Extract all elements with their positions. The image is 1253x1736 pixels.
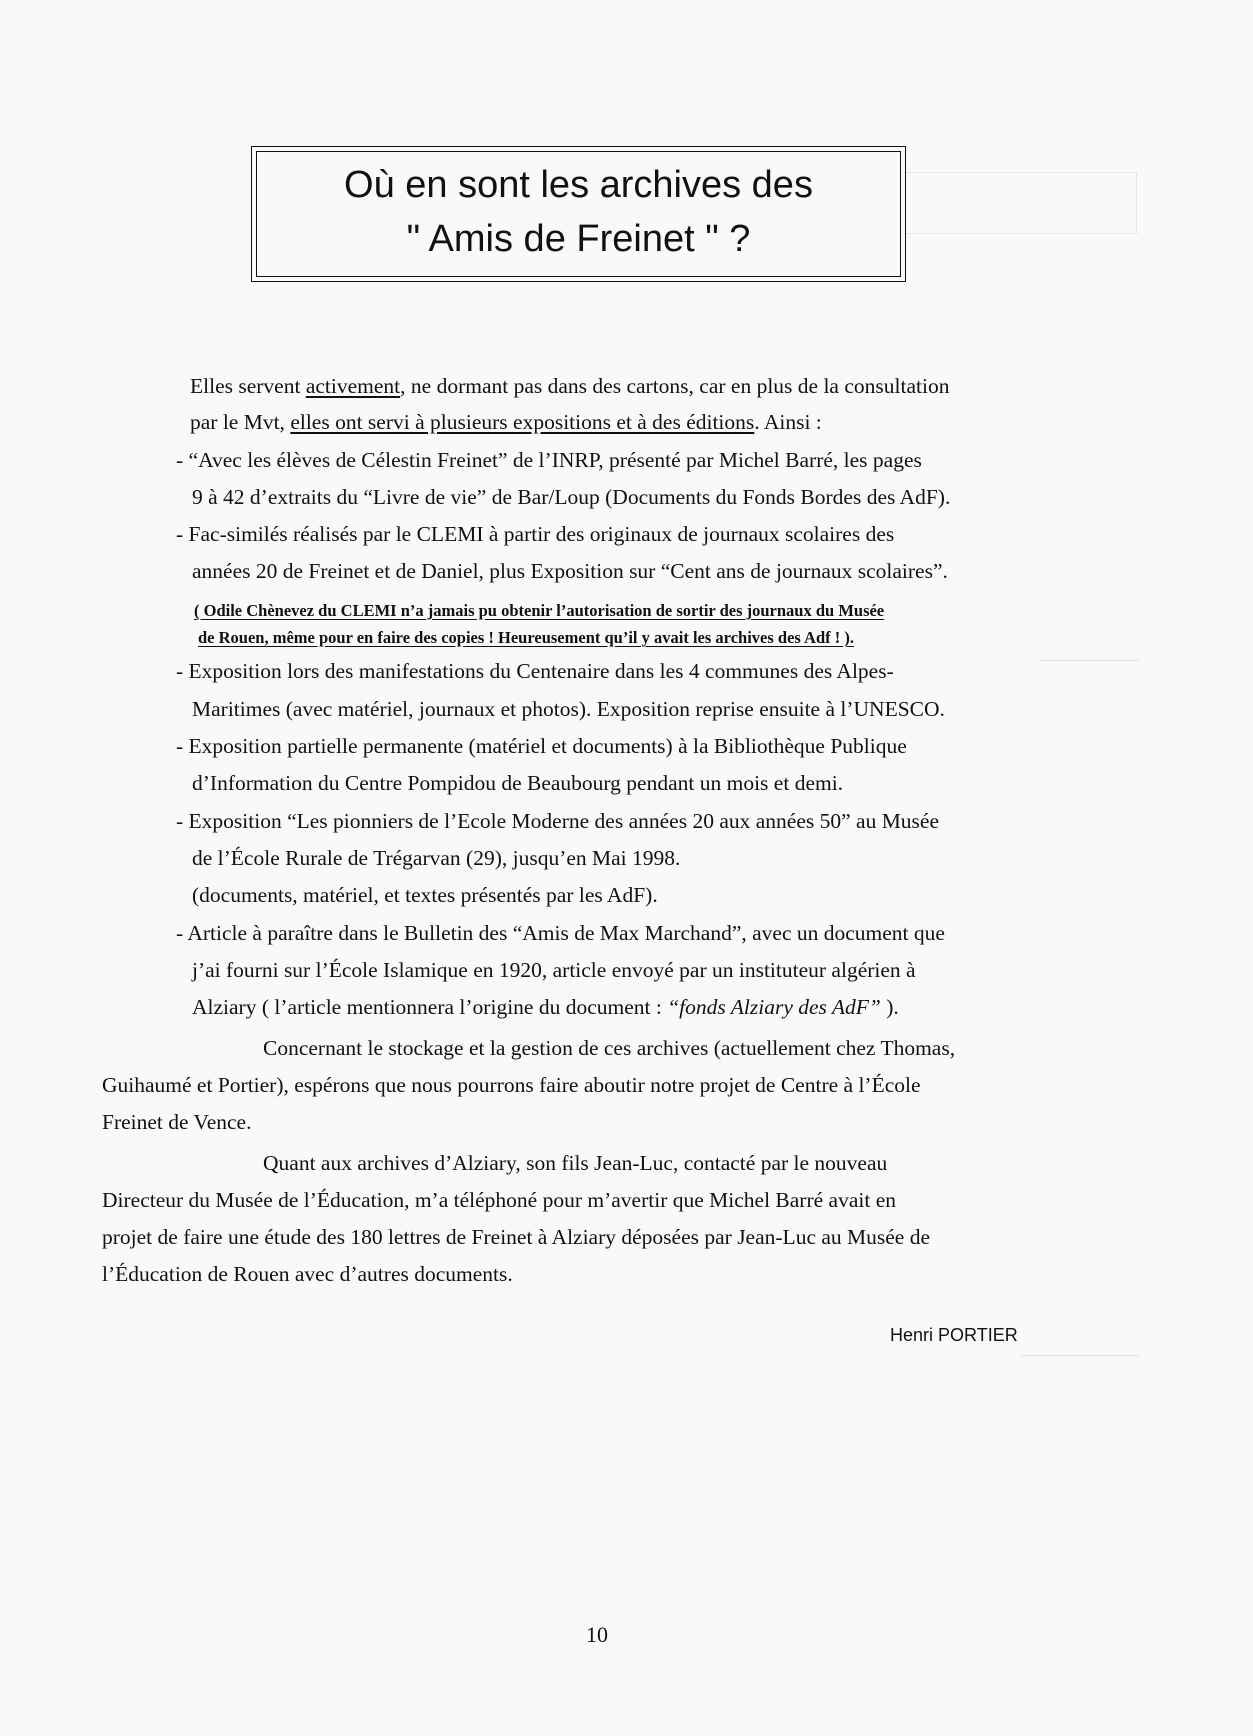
footnote-line-2: de Rouen, même pour en faire des copies ! Heureusement qu’il y avait les archives des Adf ! ). <box>198 628 854 647</box>
paragraph-2-line-1: Concernant le stockage et la gestion de ces archives (actuellement chez Thomas, <box>263 1036 956 1060</box>
text-segment: Alziary ( l’article mentionnera l’origine du document : <box>192 995 668 1019</box>
author-signature: Henri PORTIER <box>890 1325 1018 1345</box>
paragraph-1-line-2 <box>190 410 822 435</box>
list-item-5-line-1: - Exposition “Les pionniers de l’Ecole Moderne des années 20 aux années 50” au Musée <box>176 809 940 833</box>
bleed-through-box <box>905 172 1137 234</box>
paragraph-2-line-3: Freinet de Vence. <box>102 1110 252 1134</box>
list-item-1-line-2: 9 à 42 d’extraits du “Livre de vie” de Bar/Loup (Documents du Fonds Bordes des AdF). <box>192 485 951 509</box>
footnote-line-1: ( Odile Chènevez du CLEMI n’a jamais pu obtenir l’autorisation de sortir des journaux du Musée <box>194 601 885 620</box>
list-item-1-line-1: - “Avec les élèves de Célestin Freinet” de l’INRP, présenté par Michel Barré, les pages <box>176 448 922 472</box>
paragraph-3-line-2: Directeur du Musée de l’Éducation, m’a téléphoné pour m’avertir que Michel Barré avait en <box>102 1188 896 1212</box>
paragraph-2-line-2: Guihaumé et Portier), espérons que nous pourrons faire aboutir notre projet de Centre à l’École <box>102 1073 921 1097</box>
page-number: 10 <box>586 1622 608 1647</box>
list-item-3-line-1: - Exposition lors des manifestations du Centenaire dans les 4 communes des Alpes- <box>176 659 894 683</box>
list-item-4-line-1: - Exposition partielle permanente (matériel et documents) à la Bibliothèque Publique <box>176 734 907 758</box>
title-inner-box <box>256 151 901 277</box>
underlined-text: activement <box>305 374 401 398</box>
title-line-1: Où en sont les archives des <box>344 164 813 206</box>
list-item-6-line-3 <box>192 995 899 1020</box>
text-segment: . Ainsi : <box>754 410 822 434</box>
list-item-5-line-3: (documents, matériel, et textes présentés par les AdF). <box>192 883 658 907</box>
text-segment: ). <box>880 995 899 1019</box>
paragraph-1-line-1 <box>190 374 949 399</box>
list-item-5-line-2: de l’École Rurale de Trégarvan (29), jusqu’en Mai 1998. <box>192 846 681 870</box>
italic-text: “fonds Alziary des AdF” <box>667 995 881 1019</box>
text-segment: Elles servent <box>190 374 306 398</box>
list-item-3-line-2: Maritimes (avec matériel, journaux et photos). Exposition reprise ensuite à l’UNESCO. <box>192 697 945 721</box>
list-item-6-line-2: j’ai fourni sur l’École Islamique en 1920, article envoyé par un instituteur algérien à <box>192 958 916 982</box>
title-box <box>251 146 906 282</box>
list-item-2-line-1: - Fac-similés réalisés par le CLEMI à partir des originaux de journaux scolaires des <box>176 522 895 546</box>
list-item-2-line-2: années 20 de Freinet et de Daniel, plus Exposition sur “Cent ans de journaux scolaires”. <box>192 559 948 583</box>
paragraph-3-line-3: projet de faire une étude des 180 lettres de Freinet à Alziary déposées par Jean-Luc au Musée de <box>102 1225 931 1249</box>
text-segment: , ne dormant pas dans des cartons, car en plus de la consultation <box>400 374 950 398</box>
paragraph-3-line-1: Quant aux archives d’Alziary, son fils Jean-Luc, contacté par le nouveau <box>263 1151 888 1175</box>
title-line-2: " Amis de Freinet " ? <box>406 218 751 260</box>
text-segment: par le Mvt, <box>190 410 291 434</box>
bleed-through-rule <box>1020 1355 1140 1356</box>
list-item-6-line-1: - Article à paraître dans le Bulletin des “Amis de Max Marchand”, avec un document que <box>176 921 945 945</box>
underlined-text: elles ont servi à plusieurs expositions et à des éditions <box>290 410 755 434</box>
bleed-through-rule <box>1040 660 1140 661</box>
paragraph-3-line-4: l’Éducation de Rouen avec d’autres documents. <box>102 1262 513 1286</box>
list-item-4-line-2: d’Information du Centre Pompidou de Beaubourg pendant un mois et demi. <box>192 771 844 795</box>
